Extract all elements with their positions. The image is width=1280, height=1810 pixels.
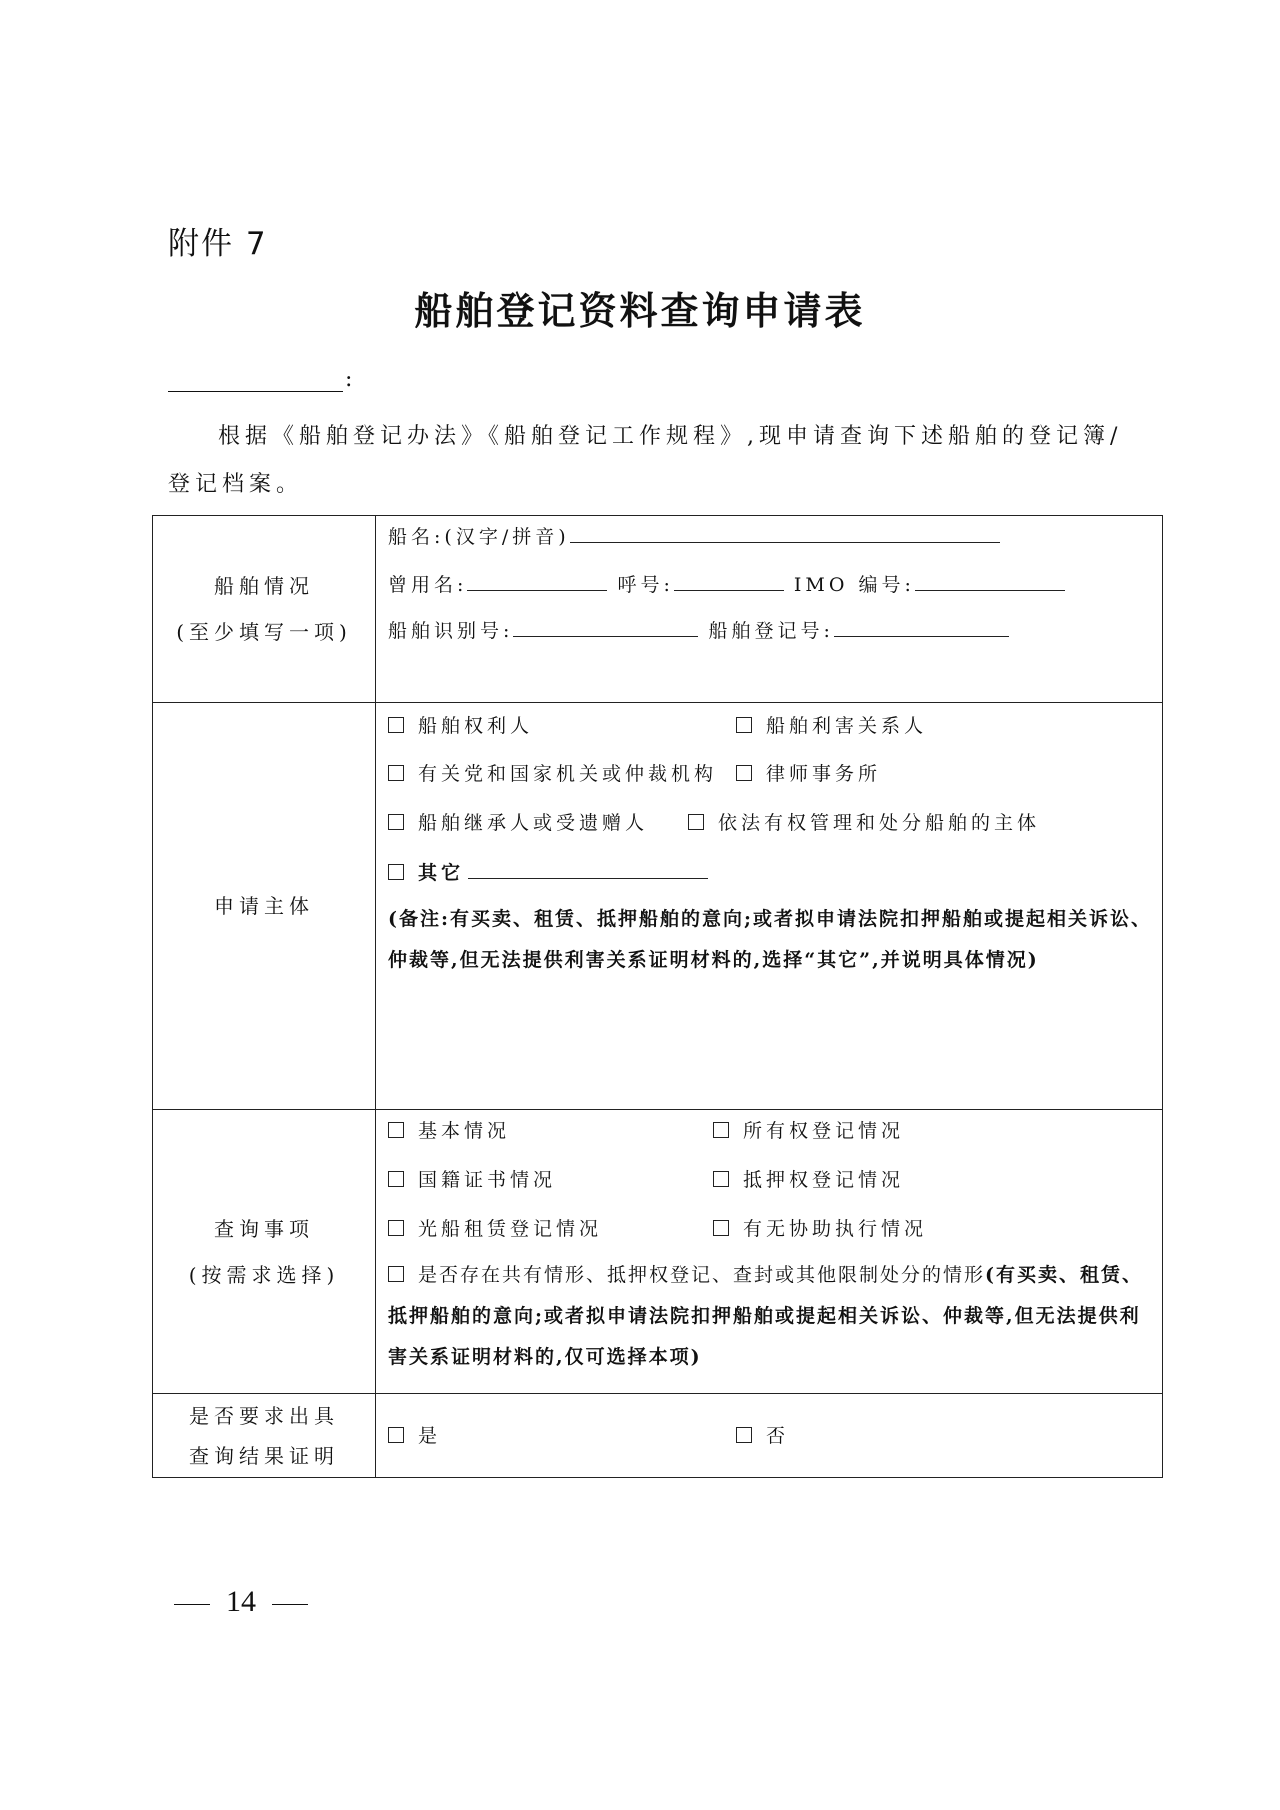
checkbox[interactable] [388, 765, 404, 781]
page-number: 14 [158, 1585, 324, 1619]
certificate-option-yes[interactable]: 是 [388, 1423, 441, 1449]
checkbox[interactable] [388, 1220, 404, 1236]
ship-info-fields [376, 516, 1163, 703]
call-sign-field[interactable] [674, 570, 784, 591]
applicant-option-interested-party[interactable]: 船舶利害关系人 [736, 713, 927, 739]
checkbox[interactable] [388, 864, 404, 880]
reg-no-label: 船舶登记号: [708, 620, 834, 642]
query-option-mortgage[interactable]: 抵押权登记情况 [713, 1167, 904, 1193]
checkbox[interactable] [736, 717, 752, 733]
applicant-note: (备注:有买卖、租赁、抵押船舶的意向;或者拟申请法院扣押船舶或提起相关诉讼、仲裁等,但无法提供利害关系证明材料的,选择“其它”,并说明具体情况) [388, 908, 1153, 971]
other-detail-field[interactable] [468, 858, 708, 879]
certificate-label-cell [153, 1394, 376, 1478]
applicant-option-legal-entity[interactable]: 依法有权管理和处分船舶的主体 [688, 810, 1040, 836]
certificate-label-line2: 查询结果证明 [189, 1443, 339, 1468]
query-items-row [153, 1110, 1163, 1394]
query-items-label-cell [153, 1110, 376, 1394]
application-form-table [152, 515, 1163, 1478]
applicant-option-heir[interactable]: 船舶继承人或受遗赠人 [388, 810, 648, 836]
query-option-ownership[interactable]: 所有权登记情况 [713, 1118, 904, 1144]
addressee-line [168, 365, 352, 393]
checkbox[interactable] [713, 1171, 729, 1187]
query-option-basic[interactable]: 基本情况 [388, 1118, 510, 1144]
checkbox[interactable] [736, 1427, 752, 1443]
addressee-blank[interactable] [168, 365, 343, 392]
ship-info-row [153, 516, 1163, 703]
checkbox[interactable] [388, 1171, 404, 1187]
intro-paragraph: 根据《船舶登记办法》《船舶登记工作规程》,现申请查询下述船舶的登记簿/登记档案。 [168, 424, 1123, 497]
checkbox[interactable] [388, 1427, 404, 1443]
ship-info-label: 船舶情况 [214, 574, 314, 598]
page-title: 船舶登记资料查询申请表 [414, 288, 866, 333]
former-name-field[interactable] [467, 570, 607, 591]
ship-name-field[interactable] [570, 522, 1000, 543]
call-sign-label: 呼号: [617, 574, 674, 596]
certificate-option-no[interactable]: 否 [736, 1423, 789, 1449]
reg-no-field[interactable] [834, 616, 1009, 637]
ship-info-label-cell [153, 516, 376, 703]
applicant-options [376, 703, 1163, 1110]
imo-field[interactable] [915, 570, 1065, 591]
certificate-label-line1: 是否要求出具 [189, 1403, 339, 1428]
query-option-nationality[interactable]: 国籍证书情况 [388, 1167, 556, 1193]
ship-name-label: 船名:(汉字/拼音) [388, 526, 570, 548]
addressee-colon: : [345, 367, 353, 392]
query-restriction-note: (有买卖、租赁、抵押船舶的意向;或者拟申请法院扣押船舶或提起相关诉讼、仲裁等,但无法提供利害关系证明材料的,仅可选择本项) [388, 1264, 1144, 1368]
former-name-label: 曾用名: [388, 574, 468, 596]
checkbox[interactable] [388, 1266, 404, 1282]
page-number-dash-left [174, 1604, 210, 1605]
checkbox[interactable] [388, 1122, 404, 1138]
applicant-label: 申请主体 [214, 894, 314, 918]
checkbox[interactable] [713, 1220, 729, 1236]
applicant-label-cell [153, 703, 376, 1110]
applicant-row [153, 703, 1163, 1110]
ship-ids-line [388, 570, 1065, 598]
ship-info-sublabel: (至少填写一项) [176, 620, 352, 644]
applicant-option-law-firm[interactable]: 律师事务所 [736, 761, 881, 787]
ship-name-line [388, 522, 1000, 550]
query-items-options [376, 1110, 1163, 1394]
checkbox[interactable] [688, 814, 704, 830]
checkbox[interactable] [713, 1122, 729, 1138]
certificate-row [153, 1394, 1163, 1478]
query-items-sublabel: (按需求选择) [188, 1262, 340, 1287]
applicant-option-other[interactable]: 其它 [388, 858, 708, 886]
attachment-label: 附件 7 [168, 226, 268, 262]
query-option-bareboat[interactable]: 光船租赁登记情况 [388, 1216, 602, 1242]
query-items-label: 查询事项 [214, 1216, 314, 1241]
applicant-option-owner[interactable]: 船舶权利人 [388, 713, 533, 739]
checkbox[interactable] [736, 765, 752, 781]
checkbox[interactable] [388, 814, 404, 830]
query-option-restriction[interactable]: 是否存在共有情形、抵押权登记、查封或其他限制处分的情形(有买卖、租赁、抵押船舶的意向;或者拟申请法院扣押船舶或提起相关诉讼、仲裁等,但无法提供利害关系证明材料的,仅可选择本项) [388, 1264, 1144, 1368]
ship-numbers-line [388, 616, 1009, 644]
certificate-options [376, 1394, 1163, 1478]
applicant-option-state-organ[interactable]: 有关党和国家机关或仲裁机构 [388, 761, 717, 787]
query-option-enforcement[interactable]: 有无协助执行情况 [713, 1216, 927, 1242]
id-no-label: 船舶识别号: [388, 620, 514, 642]
id-no-field[interactable] [513, 616, 698, 637]
page-number-dash-right [272, 1604, 308, 1605]
checkbox[interactable] [388, 717, 404, 733]
imo-label: IMO 编号: [793, 574, 915, 596]
